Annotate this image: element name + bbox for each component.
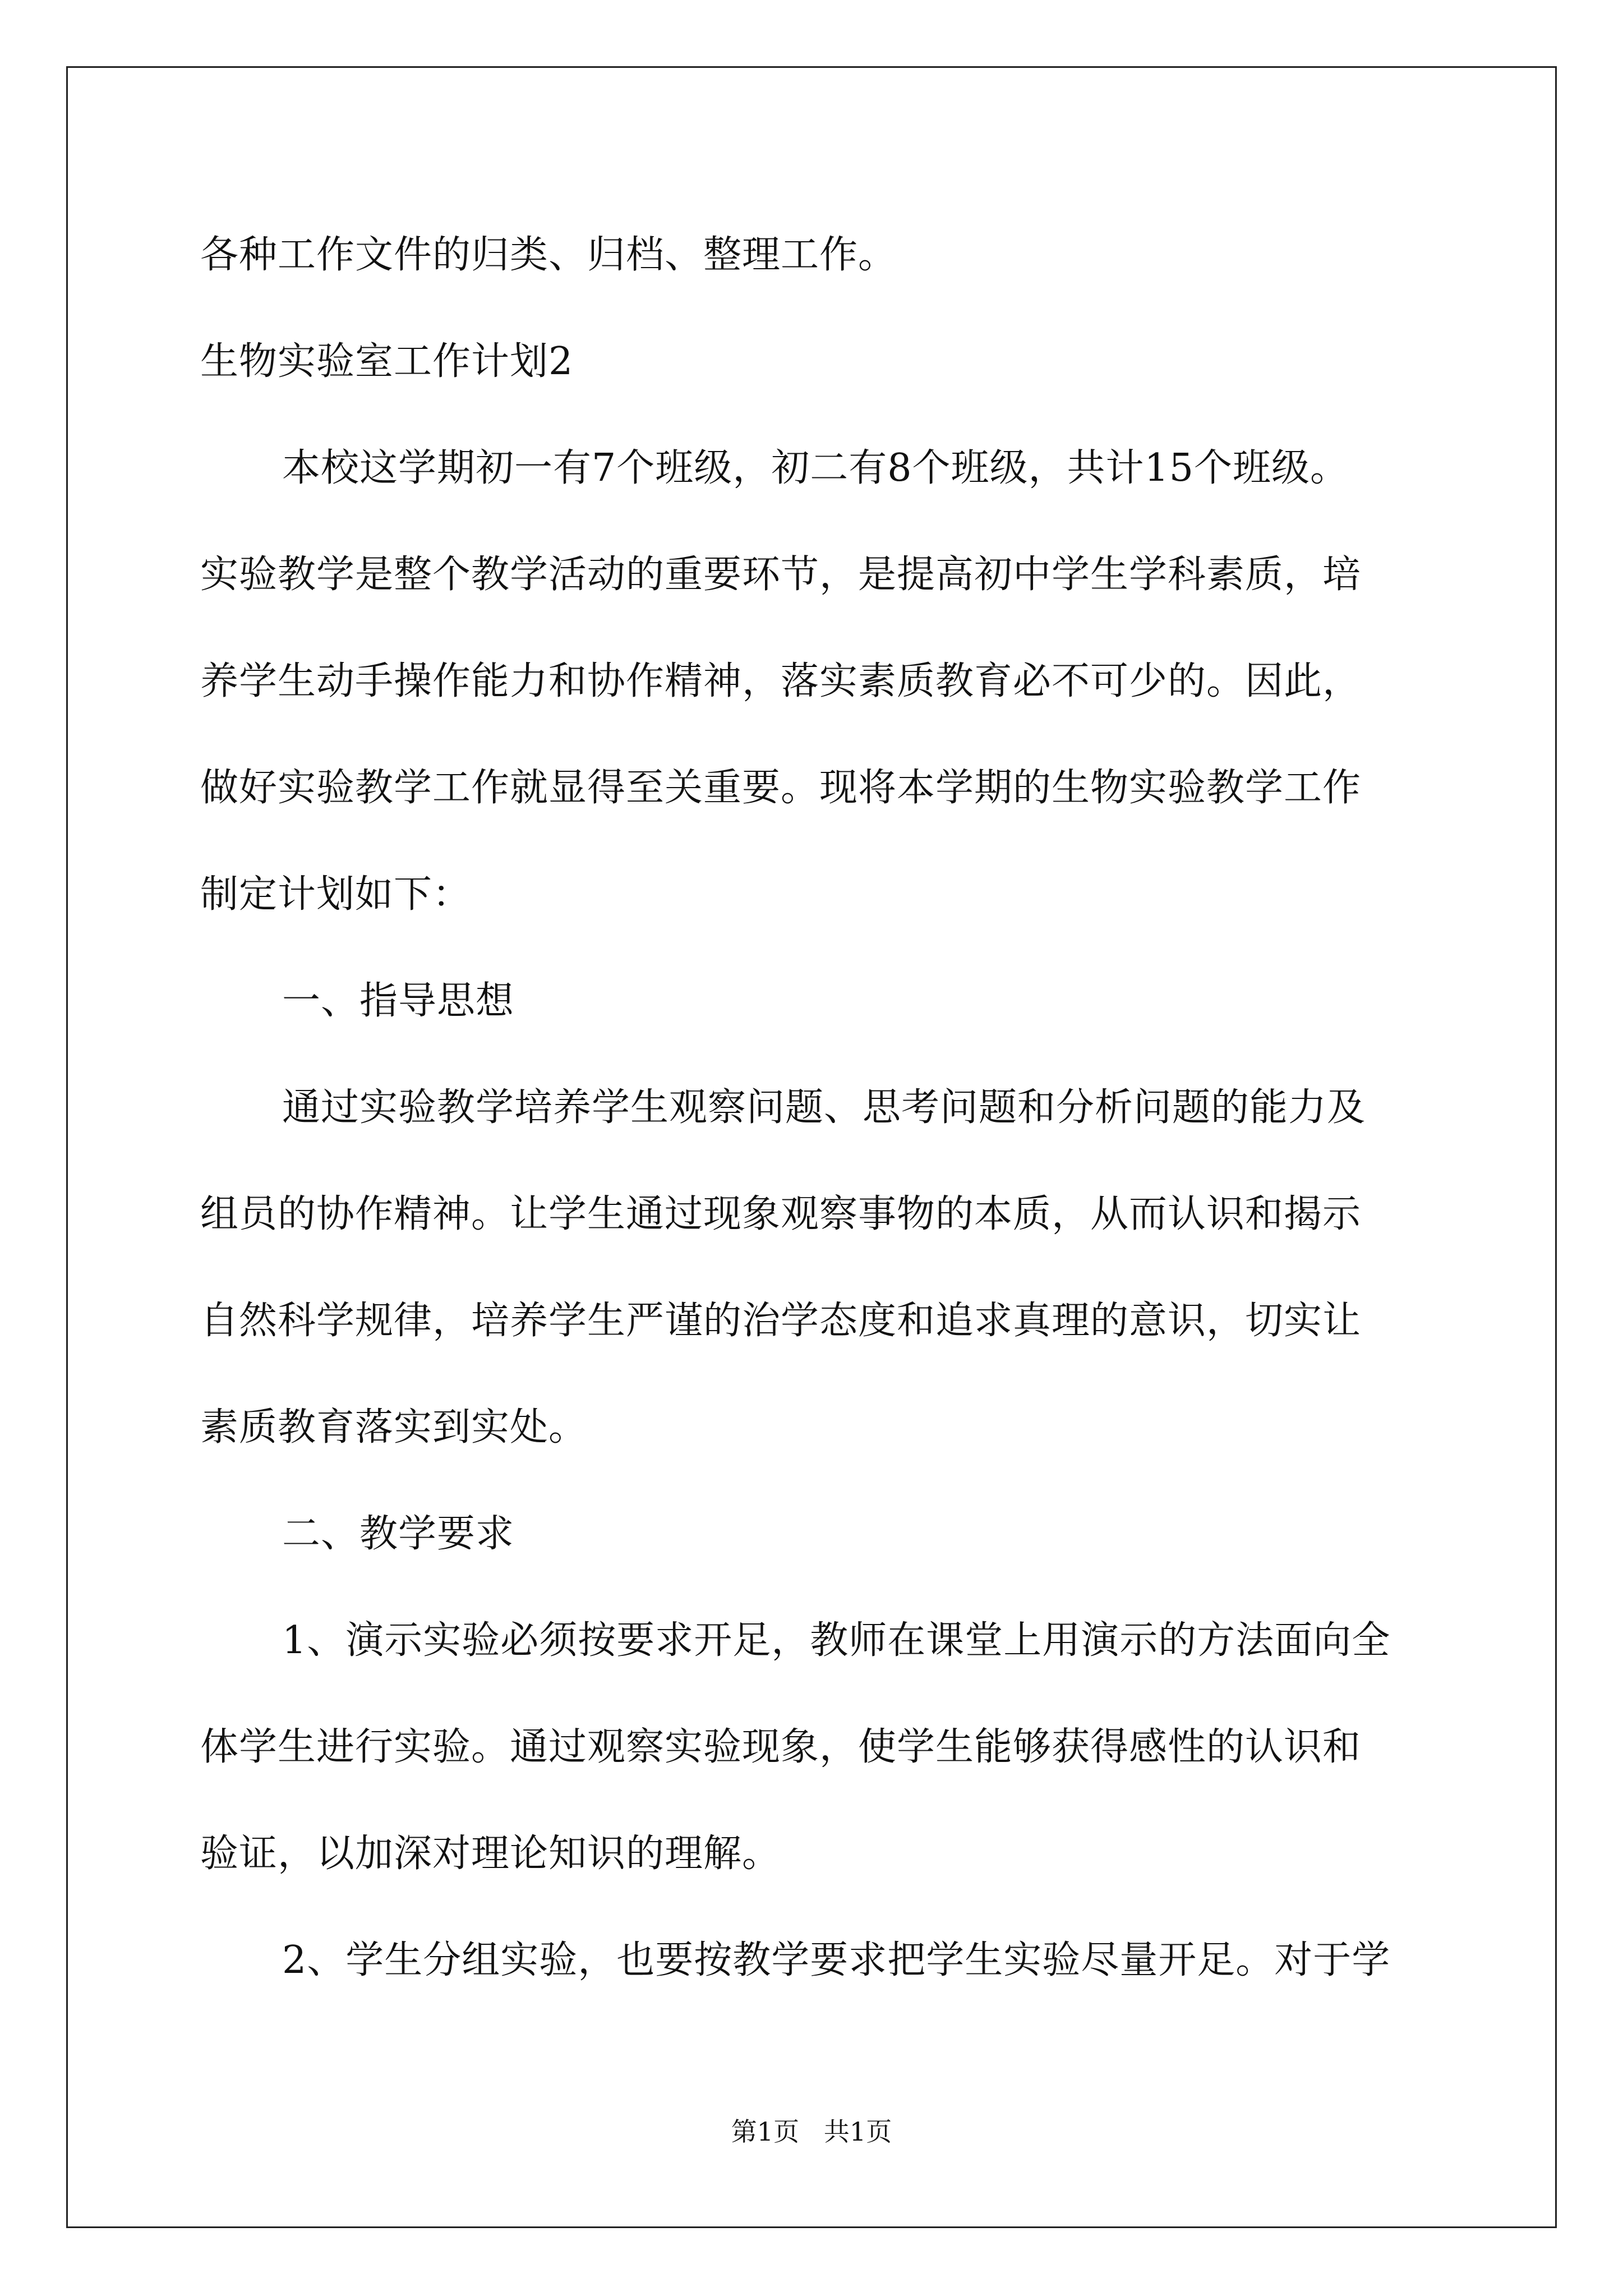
text-line: 实验教学是整个教学活动的重要环节，是提高初中学生学科素质，培 — [200, 553, 1362, 597]
text-line: 制定计划如下： — [200, 872, 472, 917]
text-line: 通过实验教学培养学生观察问题、思考问题和分析问题的能力及 — [282, 1085, 1366, 1130]
text-line: 组员的协作精神。让学生通过现象观察事物的本质，从而认识和揭示 — [200, 1192, 1362, 1236]
text-line: 2、学生分组实验，也要按教学要求把学生实验尽量开足。对于学 — [282, 1938, 1391, 1982]
text-line: 养学生动手操作能力和协作精神，落实素质教育必不可少的。因此， — [200, 659, 1362, 703]
text-line: 验证，以加深对理论知识的理解。 — [200, 1832, 781, 1876]
section-title: 生物实验室工作计划2 — [200, 339, 574, 384]
text-line: 1、演示实验必须按要求开足，教师在课堂上用演示的方法面向全 — [282, 1618, 1391, 1663]
text-line: 本校这学期初一有7个班级，初二有8个班级，共计15个班级。 — [282, 446, 1349, 490]
page-footer: 第1页 共1页 — [731, 2116, 892, 2147]
heading-teaching-requirements: 二、教学要求 — [282, 1512, 515, 1556]
heading-guiding-ideology: 一、指导思想 — [282, 979, 515, 1023]
text-line: 体学生进行实验。通过观察实验现象，使学生能够获得感性的认识和 — [200, 1725, 1362, 1769]
text-line: 做好实验教学工作就显得至关重要。现将本学期的生物实验教学工作 — [200, 766, 1362, 810]
text-line: 自然科学规律，培养学生严谨的治学态度和追求真理的意识，切实让 — [200, 1299, 1362, 1343]
text-line: 各种工作文件的归类、归档、整理工作。 — [200, 233, 897, 277]
document-body — [200, 202, 1445, 2014]
text-line: 素质教育落实到实处。 — [200, 1405, 588, 1450]
